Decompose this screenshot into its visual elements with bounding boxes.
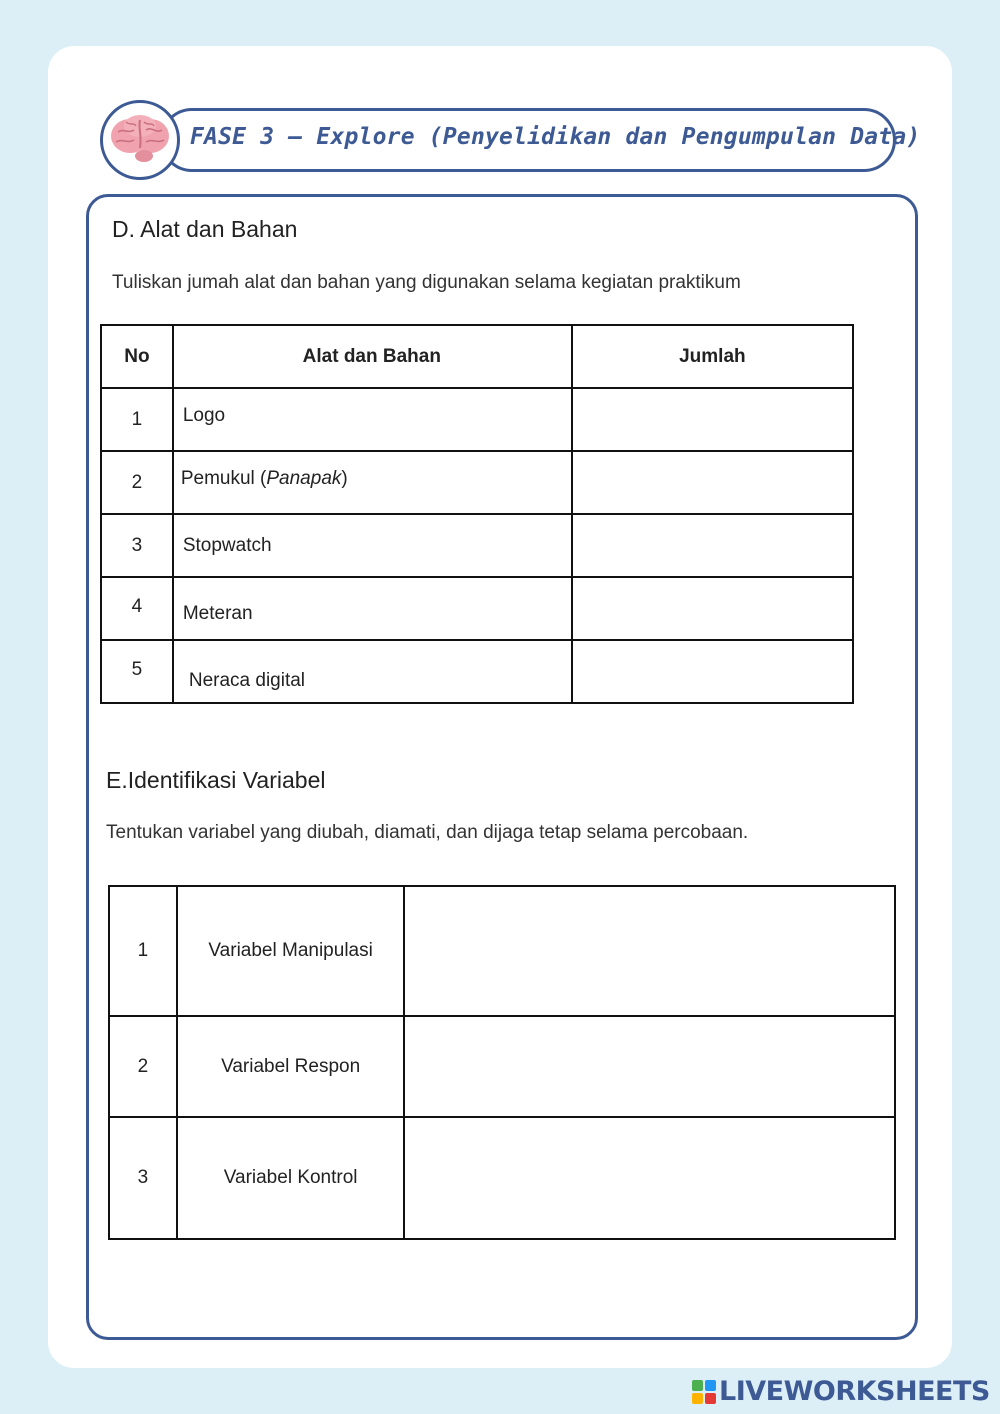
row-number: 2 (109, 1016, 177, 1117)
header-qty: Jumlah (572, 325, 853, 388)
row-number: 1 (109, 886, 177, 1016)
row-number: 3 (109, 1117, 177, 1239)
row-number: 5 (101, 640, 173, 703)
qty-answer-cell[interactable] (572, 640, 853, 703)
section-d-heading: D. Alat dan Bahan (112, 216, 298, 242)
row-item-text: Meteran (182, 603, 253, 624)
qty-answer-cell[interactable] (572, 514, 853, 577)
row-item (173, 577, 572, 640)
table-header-row (101, 325, 853, 388)
section-d-instruction: Tuliskan jumah alat dan bahan yang digunakan selama kegiatan praktikum (112, 272, 741, 293)
row-item-suffix: ) (341, 468, 348, 489)
table-row (109, 1117, 895, 1239)
table-row (101, 640, 853, 703)
variable-label: Variabel Respon (177, 1016, 405, 1117)
row-item-text: Stopwatch (182, 534, 272, 556)
footer-brand: LIVEWORKSHEETS (719, 1376, 990, 1407)
variable-label: Variabel Manipulasi (177, 886, 405, 1016)
row-item-italic: Panapak (266, 468, 342, 489)
variable-answer-cell[interactable] (404, 886, 895, 1016)
row-item (173, 514, 572, 577)
qty-answer-cell[interactable] (572, 451, 853, 514)
variable-answer-cell[interactable] (404, 1117, 895, 1239)
row-item (173, 640, 572, 703)
brain-icon (108, 112, 172, 168)
phase-title: FASE 3 – Explore (Penyelidikan dan Pengumpulan Data) (190, 124, 921, 150)
table-row (109, 886, 895, 1016)
table-row (101, 577, 853, 640)
row-item-text: Logo (182, 405, 226, 426)
row-item (173, 388, 572, 451)
table-row (101, 451, 853, 514)
brain-badge (100, 100, 180, 180)
table-row (109, 1016, 895, 1117)
row-item-text: Pemukul ( (180, 468, 267, 489)
row-number: 3 (101, 514, 173, 577)
header-item: Alat dan Bahan (173, 325, 572, 388)
row-number: 2 (101, 451, 173, 514)
qty-answer-cell[interactable] (572, 577, 853, 640)
row-item (173, 451, 572, 514)
row-number: 1 (101, 388, 173, 451)
qty-answer-cell[interactable] (572, 388, 853, 451)
row-number: 4 (101, 577, 173, 640)
row-item-text: Neraca digital (188, 670, 306, 691)
variables-table (108, 885, 896, 1240)
table-row (101, 388, 853, 451)
section-e-instruction: Tentukan variabel yang diubah, diamati, dan dijaga tetap selama percobaan. (106, 822, 749, 843)
variable-label: Variabel Kontrol (177, 1117, 405, 1239)
section-e-heading: E.Identifikasi Variabel (106, 767, 326, 793)
variable-answer-cell[interactable] (404, 1016, 895, 1117)
liveworksheets-logo-icon (692, 1380, 716, 1404)
table-row (101, 514, 853, 577)
footer-logo (692, 1376, 990, 1407)
header-no: No (101, 325, 173, 388)
materials-table (100, 324, 854, 704)
